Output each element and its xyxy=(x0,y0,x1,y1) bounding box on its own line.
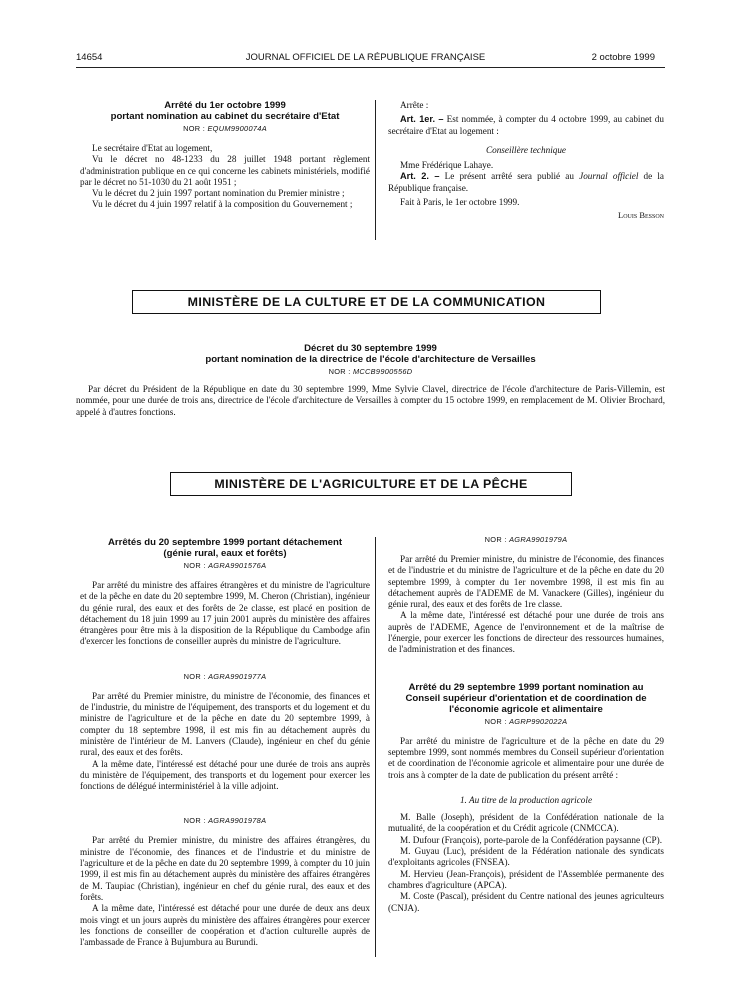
paragraph: Par arrêté du Premier ministre, du ministre de l'économie, des finances et de l'industrie, du ministre de l'équipement, des transports et du logement et du ministre de l'agriculture et de la pêche en date du 20 septembre 1999, à compter du 18 septembre 1998, il est mis fin au détachement auprès du ministère de l'intérieur de M. Lanvers (Claude), ingénieur en chef du génie rural, des eaux et des forêts. xyxy=(80,690,370,758)
ministry-agriculture-box: MINISTÈRE DE L'AGRICULTURE ET DE LA PÊCHE xyxy=(170,472,572,496)
paragraph: Vu le décret du 4 juin 1997 relatif à la composition du Gouvernement ; xyxy=(92,199,353,210)
section-decret-versailles xyxy=(76,343,665,418)
fait-a: Fait à Paris, le 1er octobre 1999. xyxy=(400,197,520,208)
nor-label: NOR : xyxy=(183,671,206,681)
nor-code: MCCB9900556D xyxy=(352,367,413,376)
paragraph: Vu le décret no 48-1233 du 28 juillet 1948 portant règlement d'administration publique en ce qui concerne les cabinets ministériels, modifié par le décret no 51-1030 du 21 août 1951 ; xyxy=(80,154,370,187)
detachement-4 xyxy=(388,554,664,656)
nor-ref xyxy=(388,717,664,726)
section-arrete-cabinet xyxy=(80,100,370,211)
nor-code: AGRP9902022A xyxy=(509,716,568,726)
title-line-2: Conseil supérieur d'orientation et de coordination de xyxy=(405,692,647,704)
section-detachement xyxy=(80,537,370,948)
article-1 xyxy=(388,114,664,137)
list-item: M. Balle (Joseph), président de la Confédération nationale de la mutualité, de la coopération et du Crédit agricole (CNMCCA). xyxy=(388,812,664,834)
detachement-3 xyxy=(80,835,370,948)
journal-ref: Journal officiel xyxy=(579,171,639,182)
title-line-2: (génie rural, eaux et forêts) xyxy=(163,548,287,559)
paragraph: Par arrêté du ministre des affaires étrangères et du ministre de l'agriculture et de la pêche en date du 20 septembre 1999, M. Cheron (Christian), ingénieur du génie rural, des eaux et des forêts de 2e classe, est placé en position de détachement du 18 juin 1999 au 17 juin 2001 auprès du ministère des affaires étrangères pour être mis à la disposition de la République du Cambodge afin d'exercer les fonctions de conseiller auprès du ministre de l'agriculture. xyxy=(80,580,370,647)
title-line-2: portant nomination au cabinet du secrétaire d'Etat xyxy=(110,111,340,122)
section-right-column xyxy=(388,535,664,914)
title-line-1: Arrêtés du 20 septembre 1999 portant détachement xyxy=(107,537,343,548)
nor-label: NOR : xyxy=(183,561,206,570)
person: Mme Frédérique Lahaye. xyxy=(400,160,494,171)
title-line-3: l'économie agricole et alimentaire xyxy=(449,703,603,715)
paragraph: A la même date, l'intéressé est détaché pour une durée de deux ans deux mois vingt et un jours auprès du ministère des affaires étrangères pour exercer les fonctions de conseiller de coopération et d'action culturelle auprès de l'ambassade de France à Bujumbura au Burundi. xyxy=(80,903,370,948)
title-line-1: Décret du 30 septembre 1999 xyxy=(304,343,437,354)
detachement-1 xyxy=(80,580,370,648)
role-text: Conseillère technique xyxy=(485,144,567,155)
section-conseil-superieur xyxy=(388,682,664,914)
paragraph: Vu le décret du 2 juin 1997 portant nomination du Premier ministre ; xyxy=(92,188,345,199)
list-item: M. Guyau (Luc), président de la Fédération nationale des syndicats d'exploitants agricoles (FNSEA). xyxy=(388,846,664,868)
decret-body xyxy=(76,384,665,418)
nor-ref xyxy=(388,535,664,544)
member-list xyxy=(388,812,664,914)
nor-label: NOR : xyxy=(328,367,351,376)
paragraph: Par arrêté du Premier ministre, du ministre de l'économie, des finances et de l'industrie et du ministre de l'agriculture et de la pêche en date du 20 septembre 1999, à compter du 1er novembre 1998, il est mis fin au détachement auprès de l'ADEME de M. Vanackere (Gilles), ingénieur du génie rural, des eaux et des forêts de 1re classe. xyxy=(388,554,664,610)
journal-title: JOURNAL OFFICIEL DE LA RÉPUBLIQUE FRANÇAISE xyxy=(245,52,486,63)
title-line-1: Arrêté du 1er octobre 1999 xyxy=(164,100,286,111)
nor-code: AGRA9901977A xyxy=(208,671,267,681)
ministry-culture-box: MINISTÈRE DE LA CULTURE ET DE LA COMMUNICATION xyxy=(132,290,601,314)
signature: Louis Besson xyxy=(618,210,664,221)
nor-code: EQUM9900074A xyxy=(207,124,267,133)
list-item: M. Coste (Pascal), président du Centre national des jeunes agriculteurs (CNJA). xyxy=(388,891,664,913)
nor-ref xyxy=(80,561,370,570)
issue-date: 2 octobre 1999 xyxy=(591,52,655,63)
paragraph: Par arrêté du ministre de l'agriculture et de la pêche en date du 29 septembre 1999, sont nommés membres du Conseil supérieur d'orientation et de coordination de l'économie agricole et alimentaire pour une durée de trois ans à compter de la date de publication du présent arrêté : xyxy=(388,735,664,780)
subheading xyxy=(388,795,664,806)
nor-ref xyxy=(80,816,370,825)
nor-code: AGRA9901978A xyxy=(208,816,267,826)
article-label: Art. 1er. – xyxy=(400,114,444,125)
subheading-text: 1. Au titre de la production agricole xyxy=(459,794,593,805)
nor-ref xyxy=(76,367,665,376)
column-divider xyxy=(375,537,376,957)
detachement-2 xyxy=(80,691,370,793)
paragraph: A la même date, l'intéressé est détaché pour une durée de trois ans auprès du ministère de l'équipement, des transports et du logement pour exercer les fonctions de délégué interministériel à la ville adjoint. xyxy=(80,758,370,792)
title-line-1: Arrêté du 29 septembre 1999 portant nomination au xyxy=(408,681,644,693)
nor-label: NOR : xyxy=(484,716,507,726)
article-text: de la République française. xyxy=(388,171,665,193)
nor-code: AGRA9901979A xyxy=(509,535,568,544)
paragraph: Par décret du Président de la République en date du 30 septembre 1999, Mme Sylvie Clavel, directrice de l'école d'architecture de Paris-Villemin, est nommée, pour une durée de trois ans, directrice de l'école d'architecture de Versailles à compter du 15 octobre 1999, en remplacement de M. Olivier Brochard, appelé à d'autres fonctions. xyxy=(76,384,665,417)
conseil-intro xyxy=(388,736,664,781)
list-item: M. Dufour (François), porte-parole de la Confédération paysanne (CP). xyxy=(400,834,663,845)
role xyxy=(388,145,664,156)
paragraph: A la même date, l'intéressé est détaché pour une durée de trois ans auprès de l'ADEME, Agence de l'environnement et de la maîtrise de l'énergie, pour exercer les fonctions de directeur des ressources humaines, de l'administration et des finances. xyxy=(388,610,664,655)
visas xyxy=(80,143,370,211)
article-text: Est nommée, à compter du 4 octobre 1999, au cabinet du secrétaire d'Etat au logement : xyxy=(388,114,664,136)
section-arrete-cabinet-articles xyxy=(388,100,664,222)
article-label: Art. 2. – xyxy=(400,171,440,182)
nor-label: NOR : xyxy=(183,124,206,133)
column-divider xyxy=(375,100,376,240)
nor-ref xyxy=(80,672,370,681)
article-2 xyxy=(388,171,664,194)
title-line-2: portant nomination de la directrice de l'école d'architecture de Versailles xyxy=(205,354,536,365)
list-item: M. Hervieu (Jean-François), président de l'Assemblée permanente des chambres d'agriculture (APCA). xyxy=(388,868,664,890)
article-text: Le présent arrêté sera publié au xyxy=(439,171,580,182)
nor-code: AGRA9901576A xyxy=(208,561,267,570)
paragraph: Par arrêté du Premier ministre, du ministre des affaires étrangères, du ministre de l'économie, des finances et de l'industrie et du ministre de l'agriculture et de la pêche en date du 20 septembre 1999, à compter du 10 juin 1999, il est mis fin au détachement auprès du ministère des affaires étrangères de M. Taupiac (Christian), ingénieur en chef du génie rural, des eaux et des forêts. xyxy=(80,835,370,902)
paragraph: Le secrétaire d'Etat au logement, xyxy=(92,143,213,153)
header-rule xyxy=(76,67,665,68)
nor-label: NOR : xyxy=(183,816,206,826)
page-number: 14654 xyxy=(76,52,103,63)
nor-label: NOR : xyxy=(484,535,507,544)
nor-ref xyxy=(80,124,370,133)
arrete-label: Arrête : xyxy=(400,100,429,110)
